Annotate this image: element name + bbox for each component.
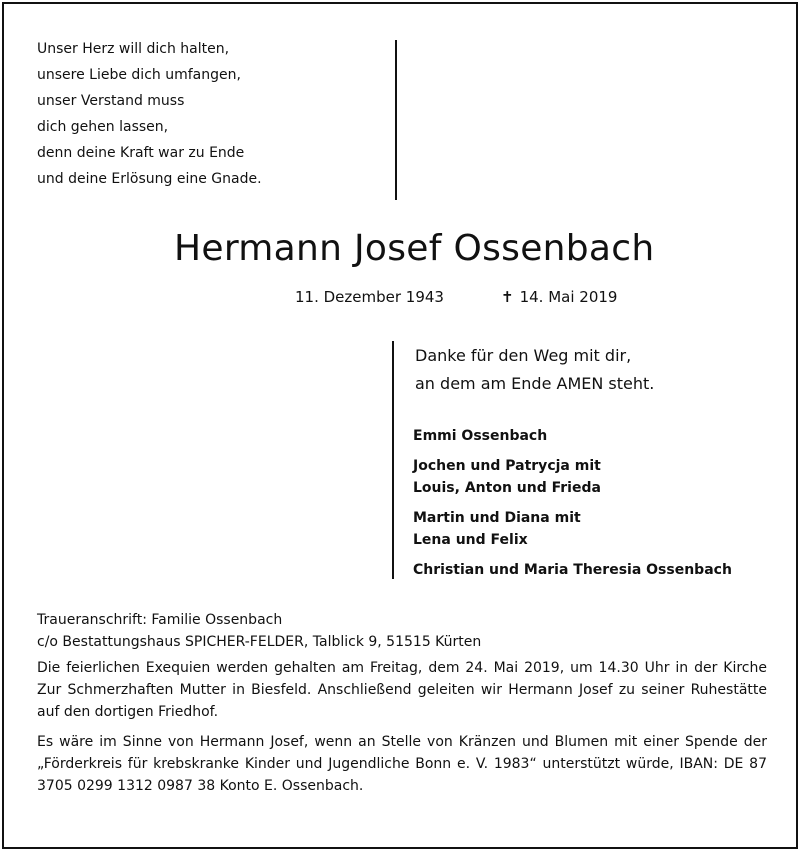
family-line: Louis, Anton und Frieda (413, 480, 601, 496)
deceased-name: Hermann Josef Ossenbach (174, 228, 655, 269)
poem-line: unsere Liebe dich umfangen, (37, 67, 241, 83)
service-info: Die feierlichen Exequien werden gehalten am Freitag, dem 24. Mai 2019, um 14.30 Uhr in der Kirche Zur Schmerzhaften Mutter in Biesfeld. Anschließend geleiten wir Hermann Josef zu seiner Ruhestätte auf den dortigen Friedhof. (37, 660, 767, 720)
death-date-line (501, 286, 617, 308)
family-group (413, 455, 732, 499)
divider-vertical-top (395, 40, 397, 200)
notice-details (37, 609, 767, 805)
cross-icon: ✝ (501, 288, 514, 306)
mourning-address-line: Traueranschrift: Familie Ossenbach (37, 612, 283, 628)
birth-date: 11. Dezember 1943 (295, 288, 444, 306)
donation-info: Es wäre im Sinne von Hermann Josef, wenn an Stelle von Kränzen und Blumen mit einer Spende der „Förderkreis für krebskranke Kinder und Jugendliche Bonn e. V. 1983“ unterstützt würde, IBAN: DE 87 3705 0299 1312 0987 38 Konto E. Ossenbach. (37, 734, 767, 794)
family-line: Emmi Ossenbach (413, 428, 548, 444)
family-group (413, 507, 732, 551)
poem-line: dich gehen lassen, (37, 119, 169, 135)
mourning-address (37, 609, 767, 653)
poem-line: Unser Herz will dich halten, (37, 41, 230, 57)
quote-line: an dem am Ende AMEN steht. (415, 374, 655, 393)
family-line: Jochen und Patrycja mit (413, 458, 601, 474)
family-line: Martin und Diana mit (413, 510, 581, 526)
divider-vertical-middle (392, 341, 394, 579)
death-date: 14. Mai 2019 (519, 288, 618, 306)
family-line: Lena und Felix (413, 532, 528, 548)
quote (415, 342, 654, 398)
mourning-address-line: c/o Bestattungshaus SPICHER-FELDER, Talblick 9, 51515 Kürten (37, 634, 482, 650)
poem-line: unser Verstand muss (37, 93, 185, 109)
family-group (413, 425, 732, 447)
family-list (413, 425, 732, 581)
family-group (413, 559, 732, 581)
poem-line: und deine Erlösung eine Gnade. (37, 171, 262, 187)
poem-line: denn deine Kraft war zu Ende (37, 145, 245, 161)
poem (37, 36, 262, 192)
family-line: Christian und Maria Theresia Ossenbach (413, 562, 732, 578)
quote-line: Danke für den Weg mit dir, (415, 346, 632, 365)
